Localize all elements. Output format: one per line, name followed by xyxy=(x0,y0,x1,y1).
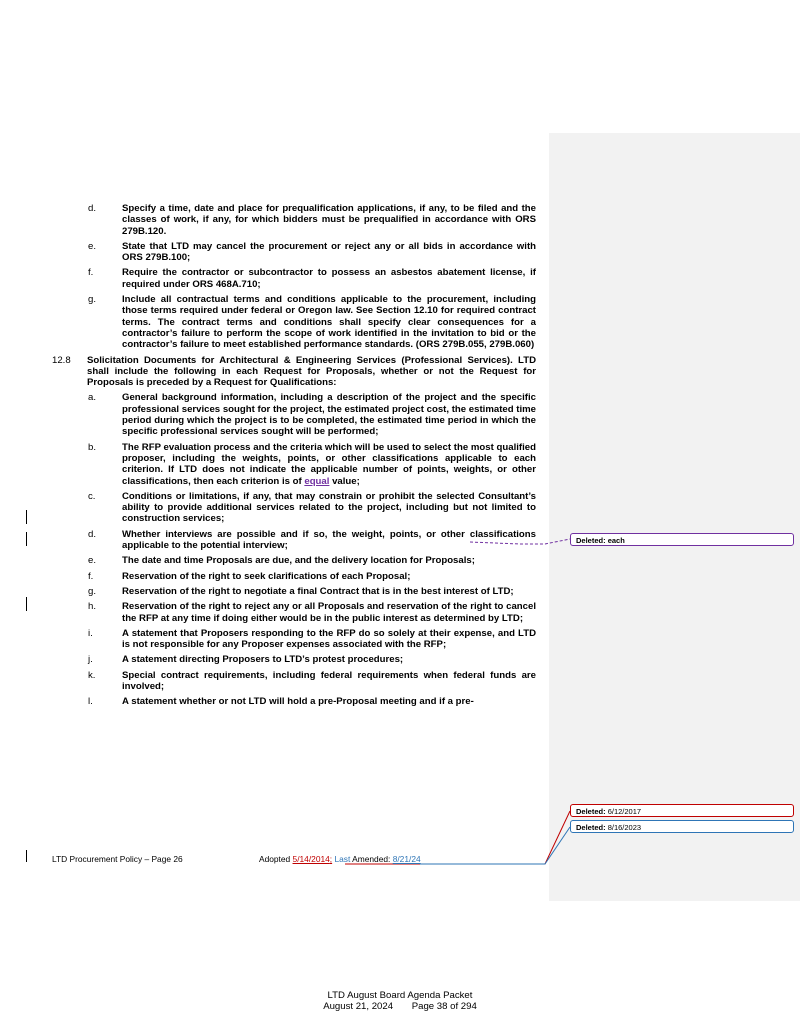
list-item-text: Require the contractor or subcontractor to possess an asbestos abatement license, if required under ORS 468A.710; xyxy=(122,267,536,290)
comment-value: 8/16/2023 xyxy=(607,823,642,832)
list-item-text-tail: value; xyxy=(329,475,360,487)
amended-label: Amended: xyxy=(352,854,391,864)
packet-title: LTD August Board Agenda Packet xyxy=(327,990,473,1001)
packet-footer xyxy=(0,990,800,1012)
list-item-text: State that LTD may cancel the procurement or reject any or all bids in accordance with ORS 279B.100; xyxy=(122,240,536,264)
list-item-text: Reservation of the right to seek clarifications of each Proposal; xyxy=(122,570,411,582)
comment-label: Deleted: xyxy=(576,807,606,816)
list-marker: j. xyxy=(88,654,93,666)
section-number: 12.8 xyxy=(52,354,71,366)
list-item-text-main: The RFP evaluation process and the criteria which will be used to select the most qualified proposer, including the weights, points, or other classifications applicable to each criterion. If LTD does not indicate the applicable number of points, weights, or other classifications, then each criterion is of xyxy=(122,441,536,487)
list-item-text: The date and time Proposals are due, and the delivery location for Proposals; xyxy=(122,555,475,567)
packet-page: August 21, 2024 Page 38 of 294 xyxy=(323,1001,477,1012)
list-item-text: Conditions or limitations, if any, that may constrain or prohibit the selected Consultant’s ability to provide additional services related to the project, including but not limited to construction services; xyxy=(122,490,536,525)
adopted-date: 5/14/2014 xyxy=(292,854,330,864)
list-item-text: Include all contractual terms and conditions applicable to the procurement, including those terms required under federal or Oregon law. See Section 12.10 for required contract terms. The contract terms and conditions shall specify clear consequences for a contractor’s failure to perform the scope of work identified in the invitation to bid or the contractor’s failure to meet established performance standards. (ORS 279B.055, 279B.060) xyxy=(122,294,536,351)
comment-value: 6/12/2017 xyxy=(607,807,642,816)
list-item-text: General background information, including a description of the project and the specific professional services sought for the project, the estimated project cost, the estimated time period during which the project is to be completed, the estimated time period in which the specific professional services sought will be performed; xyxy=(122,392,536,438)
comment-label: Deleted: xyxy=(576,823,606,832)
list-marker: e. xyxy=(88,240,97,252)
list-marker: d. xyxy=(88,528,97,540)
list-item-text: Special contract requirements, including federal requirements when federal funds are involved; xyxy=(122,669,536,692)
list-item-text: Whether interviews are possible and if so, the weight, points, or other classifications applicable to the potential interview; xyxy=(122,528,536,552)
footer-adopted xyxy=(259,854,421,864)
list-item-text: A statement whether or not LTD will hold a pre-Proposal meeting and if a pre- xyxy=(122,696,474,708)
list-item-text: A statement directing Proposers to LTD’s protest procedures; xyxy=(122,654,404,666)
list-marker: g. xyxy=(88,585,97,597)
comment-connector xyxy=(470,539,570,544)
footer-title: LTD Procurement Policy – Page 26 xyxy=(52,854,183,864)
amended-date: 8/21/24 xyxy=(392,854,421,864)
last-label: Last xyxy=(334,854,351,864)
comment-label: Deleted: xyxy=(576,536,606,545)
section-text: Solicitation Documents for Architectural & Engineering Services (Professional Services). LTD shall include the following in each Request for Proposals, whether or not the Request for Proposals is preceded by a Request for Qualifications: xyxy=(87,354,536,389)
comment-value: each xyxy=(607,536,625,545)
list-item-text: Reservation of the right to reject any or all Proposals and reservation of the right to cancel the RFP at any time if doing either would be in the public interest as determined by LTD; xyxy=(122,601,536,624)
adopted-separator: ; xyxy=(329,854,333,864)
list-marker: c. xyxy=(88,490,96,502)
list-marker: i. xyxy=(88,627,93,639)
list-item-text: Reservation of the right to negotiate a final Contract that is in the best interest of LTD; xyxy=(122,585,514,597)
list-marker: f. xyxy=(88,570,94,582)
list-marker: b. xyxy=(88,441,97,453)
list-marker: a. xyxy=(88,392,97,404)
list-marker: f. xyxy=(88,267,94,279)
list-marker: h. xyxy=(88,601,97,613)
page-footer xyxy=(52,854,421,864)
list-marker: d. xyxy=(88,203,97,214)
list-item-text: A statement that Proposers responding to the RFP do so solely at their expense, and LTD is not responsible for any Proposer expenses associated with the RFP; xyxy=(122,627,536,651)
list-marker: k. xyxy=(88,669,96,681)
list-marker: e. xyxy=(88,555,97,567)
adopted-label: Adopted xyxy=(259,854,291,864)
list-marker: l. xyxy=(88,696,93,708)
tracked-insertion: equal xyxy=(304,475,330,487)
list-marker: g. xyxy=(88,294,97,306)
list-item-text: Specify a time, date and place for prequalification applications, if any, to be filed and the classes of work, if any, for which bidders must be prequalified in accordance with ORS 279B.120. xyxy=(122,203,536,237)
